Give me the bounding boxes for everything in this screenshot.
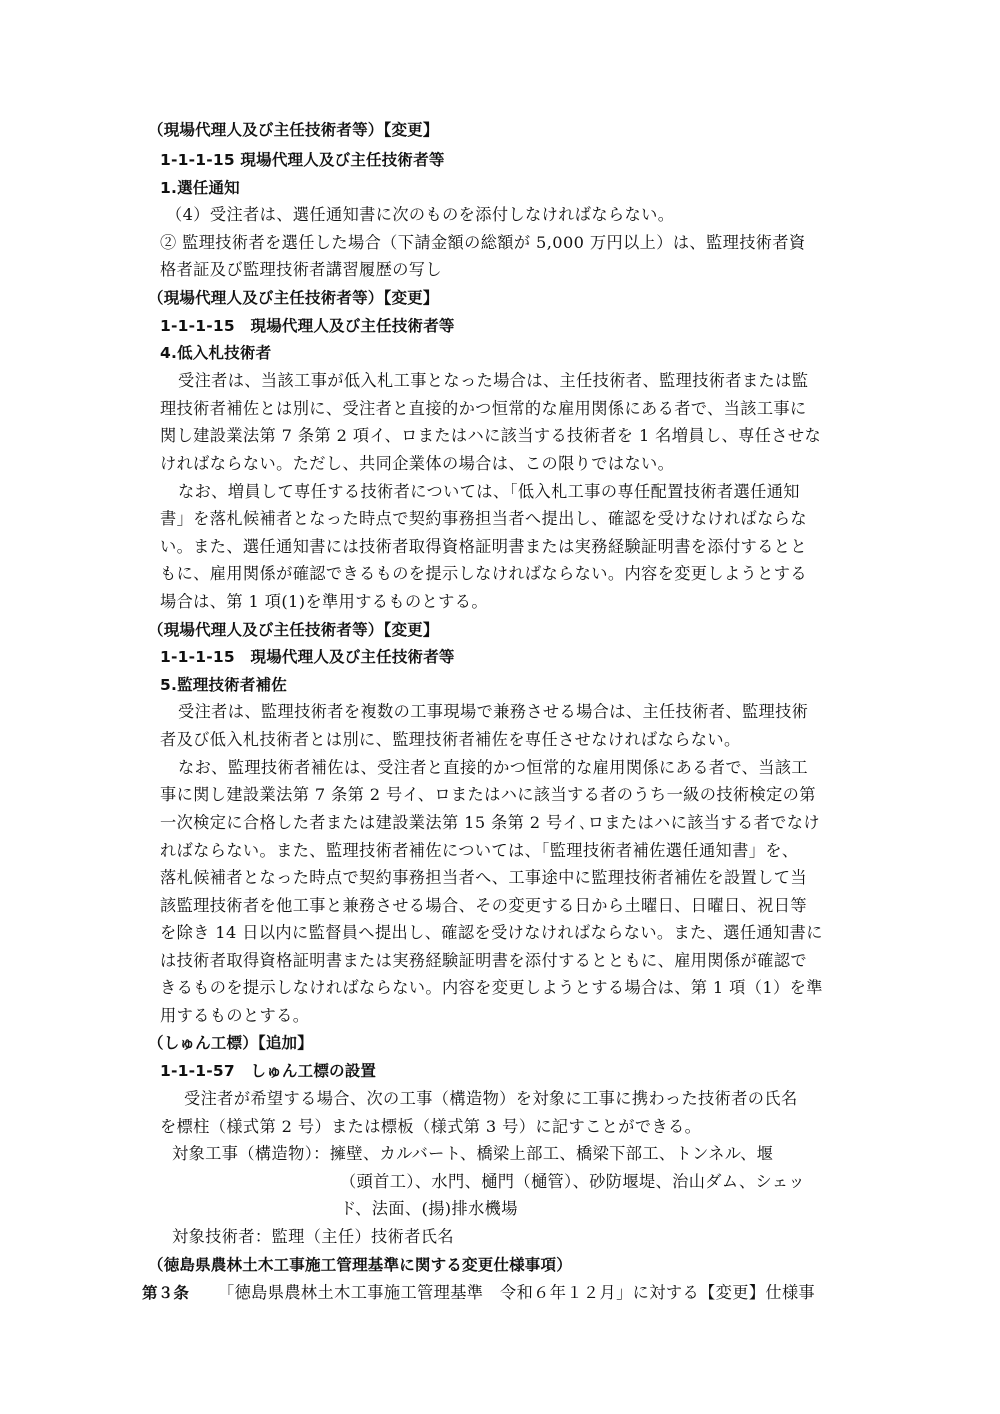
body-line: 事に関し建設業法第 7 条第 2 号イ、ロまたはハに該当する者のうち一級の技術検定の第 xyxy=(160,785,816,804)
section-heading: （現場代理人及び主任技術者等）【変更】 xyxy=(148,289,439,307)
body-line: 者及び低入札技術者とは別に、監理技術者補佐を専任させなければならない。 xyxy=(160,730,741,749)
article-title: 1-1-1-15 現場代理人及び主任技術者等 xyxy=(160,317,455,335)
body-line: 格者証及び監理技術者講習履歴の写し xyxy=(160,260,442,279)
body-line: 一次検定に合格した者または建設業法第 15 条第 2 号イ､ロまたはハに該当する者でなけ xyxy=(160,813,820,832)
article-title: 1-1-1-15 現場代理人及び主任技術者等 xyxy=(160,151,445,169)
section-heading: （しゅん工標）【追加】 xyxy=(148,1034,313,1052)
body-line: 関し建設業法第 7 条第 2 項イ、ロまたはハに該当する技術者を 1 名増員し、専任させな xyxy=(160,426,822,445)
target-works-line: 対象工事（構造物）：擁壁、カルバート、橋梁上部工、橋梁下部工、トンネル、堰 xyxy=(172,1144,774,1163)
body-line: 理技術者補佐とは別に、受注者と直接的かつ恒常的な雇用関係にある者で、当該工事に xyxy=(160,399,807,418)
article-title: 1-1-1-15 現場代理人及び主任技術者等 xyxy=(160,648,455,666)
article-text: 「徳島県農林土木工事施工管理基準 令和６年１２月」に対する【変更】仕様事 xyxy=(218,1283,816,1302)
section-heading: （現場代理人及び主任技術者等）【変更】 xyxy=(148,121,439,139)
body-line: もに、雇用関係が確認できるものを提示しなければならない。内容を変更しようとする xyxy=(160,564,807,583)
subsection-title: 1.選任通知 xyxy=(160,179,240,197)
body-line: 該監理技術者を他工事と兼務させる場合、その変更する日から土曜日、日曜日、祝日等 xyxy=(160,896,807,915)
body-line: い。また、選任通知書には技術者取得資格証明書または実務経験証明書を添付するとと xyxy=(160,537,807,556)
article-title: 1-1-1-57 しゅん工標の設置 xyxy=(160,1062,377,1080)
body-line: を標柱（様式第 2 号）または標板（様式第 3 号）に記すことができる。 xyxy=(160,1117,702,1136)
section-heading: （現場代理人及び主任技術者等）【変更】 xyxy=(148,621,439,639)
target-works-line: （頭首工）、水門、樋門（樋管）、砂防堰堤、治山ダム、シェッ xyxy=(340,1172,805,1191)
body-line: なお、監理技術者補佐は、受注者と直接的かつ恒常的な雇用関係にある者で、当該工 xyxy=(178,758,808,777)
body-line: なお、増員して専任する技術者については、「低入札工事の専任配置技術者選任通知 xyxy=(178,482,800,501)
body-line: 受注者は、監理技術者を複数の工事現場で兼務させる場合は、主任技術者、監理技術 xyxy=(178,702,809,721)
body-line: きるものを提示しなければならない。内容を変更しようとする場合は、第 1 項（1）を準 xyxy=(160,978,823,997)
body-line: 書」を落札候補者となった時点で契約事務担当者へ提出し、確認を受けなければならな xyxy=(160,509,807,528)
body-line: （4）受注者は、選任通知書に次のものを添付しなければならない。 xyxy=(166,205,675,224)
subsection-title: 4.低入札技術者 xyxy=(160,344,272,362)
article-number: 第３条 xyxy=(142,1284,190,1302)
target-engineer-line: 対象技術者：監理（主任）技術者氏名 xyxy=(172,1227,454,1246)
body-line: は技術者取得資格証明書または実務経験証明書を添付するとともに、雇用関係が確認で xyxy=(160,951,807,970)
body-line: ② 監理技術者を選任した場合（下請金額の総額が 5,000 万円以上）は、監理技術者資 xyxy=(160,233,806,252)
body-line: 落札候補者となった時点で契約事務担当者へ、工事途中に監理技術者補佐を設置して当 xyxy=(160,868,807,887)
target-works-line: ド、法面、(揚)排水機場 xyxy=(340,1199,518,1218)
body-line: 場合は、第 1 項(1)を準用するものとする。 xyxy=(160,592,488,611)
subsection-title: 5.監理技術者補佐 xyxy=(160,676,287,694)
body-line: 用するものとする。 xyxy=(160,1006,310,1025)
section-heading: （徳島県農林土木工事施工管理基準に関する変更仕様事項） xyxy=(148,1256,572,1274)
body-line: を除き 14 日以内に監督員へ提出し、確認を受けなければならない。また、選任通知書に xyxy=(160,923,823,942)
body-line: ればならない。また、監理技術者補佐については、「監理技術者補佐選任通知書」を、 xyxy=(160,841,799,860)
body-line: ければならない。ただし、共同企業体の場合は、この限りではない。 xyxy=(160,454,675,473)
body-line: 受注者は、当該工事が低入札工事となった場合は、主任技術者、監理技術者または監 xyxy=(178,371,809,390)
body-line: 受注者が希望する場合、次の工事（構造物）を対象に工事に携わった技術者の氏名 xyxy=(184,1089,798,1108)
